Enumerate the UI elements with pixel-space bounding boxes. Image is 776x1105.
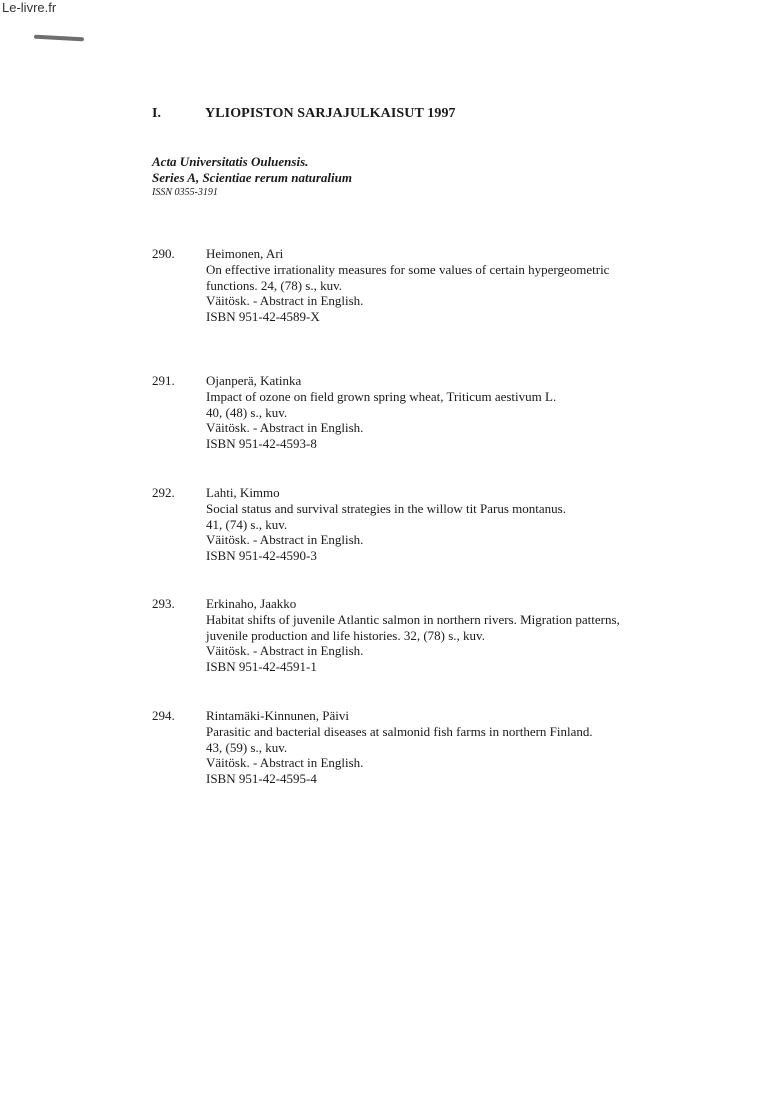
entry-line: Väitösk. - Abstract in English. bbox=[206, 420, 364, 436]
entry-line: Impact of ozone on field grown spring wheat, Triticum aestivum L. bbox=[206, 388, 557, 404]
section-heading bbox=[152, 106, 456, 122]
series-info bbox=[152, 154, 352, 200]
series-issn: ISSN 0355-3191 bbox=[152, 187, 218, 198]
entry-line: 40, (48) s., kuv. bbox=[206, 404, 288, 420]
entry-line: 43, (59) s., kuv. bbox=[206, 739, 288, 755]
series-name: Acta Universitatis Ouluensis. bbox=[152, 154, 309, 169]
entry-author: Rintamäki-Kinnunen, Päivi bbox=[206, 708, 349, 723]
entry-number: 291. bbox=[152, 373, 175, 388]
entry-line: juvenile production and life histories. 32, (78) s., kuv. bbox=[206, 627, 485, 643]
entry-line: Väitösk. - Abstract in English. bbox=[206, 643, 364, 659]
section-title: YLIOPISTON SARJAJULKAISUT 1997 bbox=[205, 106, 456, 121]
entry-line: Väitösk. - Abstract in English. bbox=[206, 293, 364, 309]
entry-isbn: ISBN 951-42-4595-4 bbox=[206, 771, 317, 787]
entry-number: 290. bbox=[152, 246, 175, 261]
entry-author: Erkinaho, Jaakko bbox=[206, 596, 297, 611]
entry-number: 292. bbox=[152, 485, 175, 500]
entry-line: Väitösk. - Abstract in English. bbox=[206, 755, 364, 771]
entry-line: functions. 24, (78) s., kuv. bbox=[206, 277, 343, 293]
entry-number: 293. bbox=[152, 596, 175, 611]
entry-isbn: ISBN 951-42-4591-1 bbox=[206, 659, 317, 675]
entry-isbn: ISBN 951-42-4593-8 bbox=[206, 436, 317, 452]
watermark-text: Le-livre.fr bbox=[2, 0, 57, 15]
entry-number: 294. bbox=[152, 708, 175, 723]
entry-line: Väitösk. - Abstract in English. bbox=[206, 532, 364, 548]
entry-line: 41, (74) s., kuv. bbox=[206, 516, 288, 532]
section-number: I. bbox=[152, 106, 162, 121]
entry-isbn: ISBN 951-42-4590-3 bbox=[206, 548, 317, 564]
series-subtitle: Series A, Scientiae rerum naturalium bbox=[152, 170, 352, 185]
scan-mark bbox=[34, 35, 84, 42]
entry-line: Habitat shifts of juvenile Atlantic salmon in northern rivers. Migration patterns, bbox=[206, 611, 620, 627]
entry-isbn: ISBN 951-42-4589-X bbox=[206, 309, 320, 325]
entry-line: On effective irrationality measures for some values of certain hypergeometric bbox=[206, 261, 610, 277]
entry-line: Social status and survival strategies in the willow tit Parus montanus. bbox=[206, 500, 566, 516]
entry-line: Parasitic and bacterial diseases at salmonid fish farms in northern Finland. bbox=[206, 723, 593, 739]
entry-author: Lahti, Kimmo bbox=[206, 485, 280, 500]
entry-author: Heimonen, Ari bbox=[206, 246, 284, 261]
entry-author: Ojanperä, Katinka bbox=[206, 373, 302, 388]
